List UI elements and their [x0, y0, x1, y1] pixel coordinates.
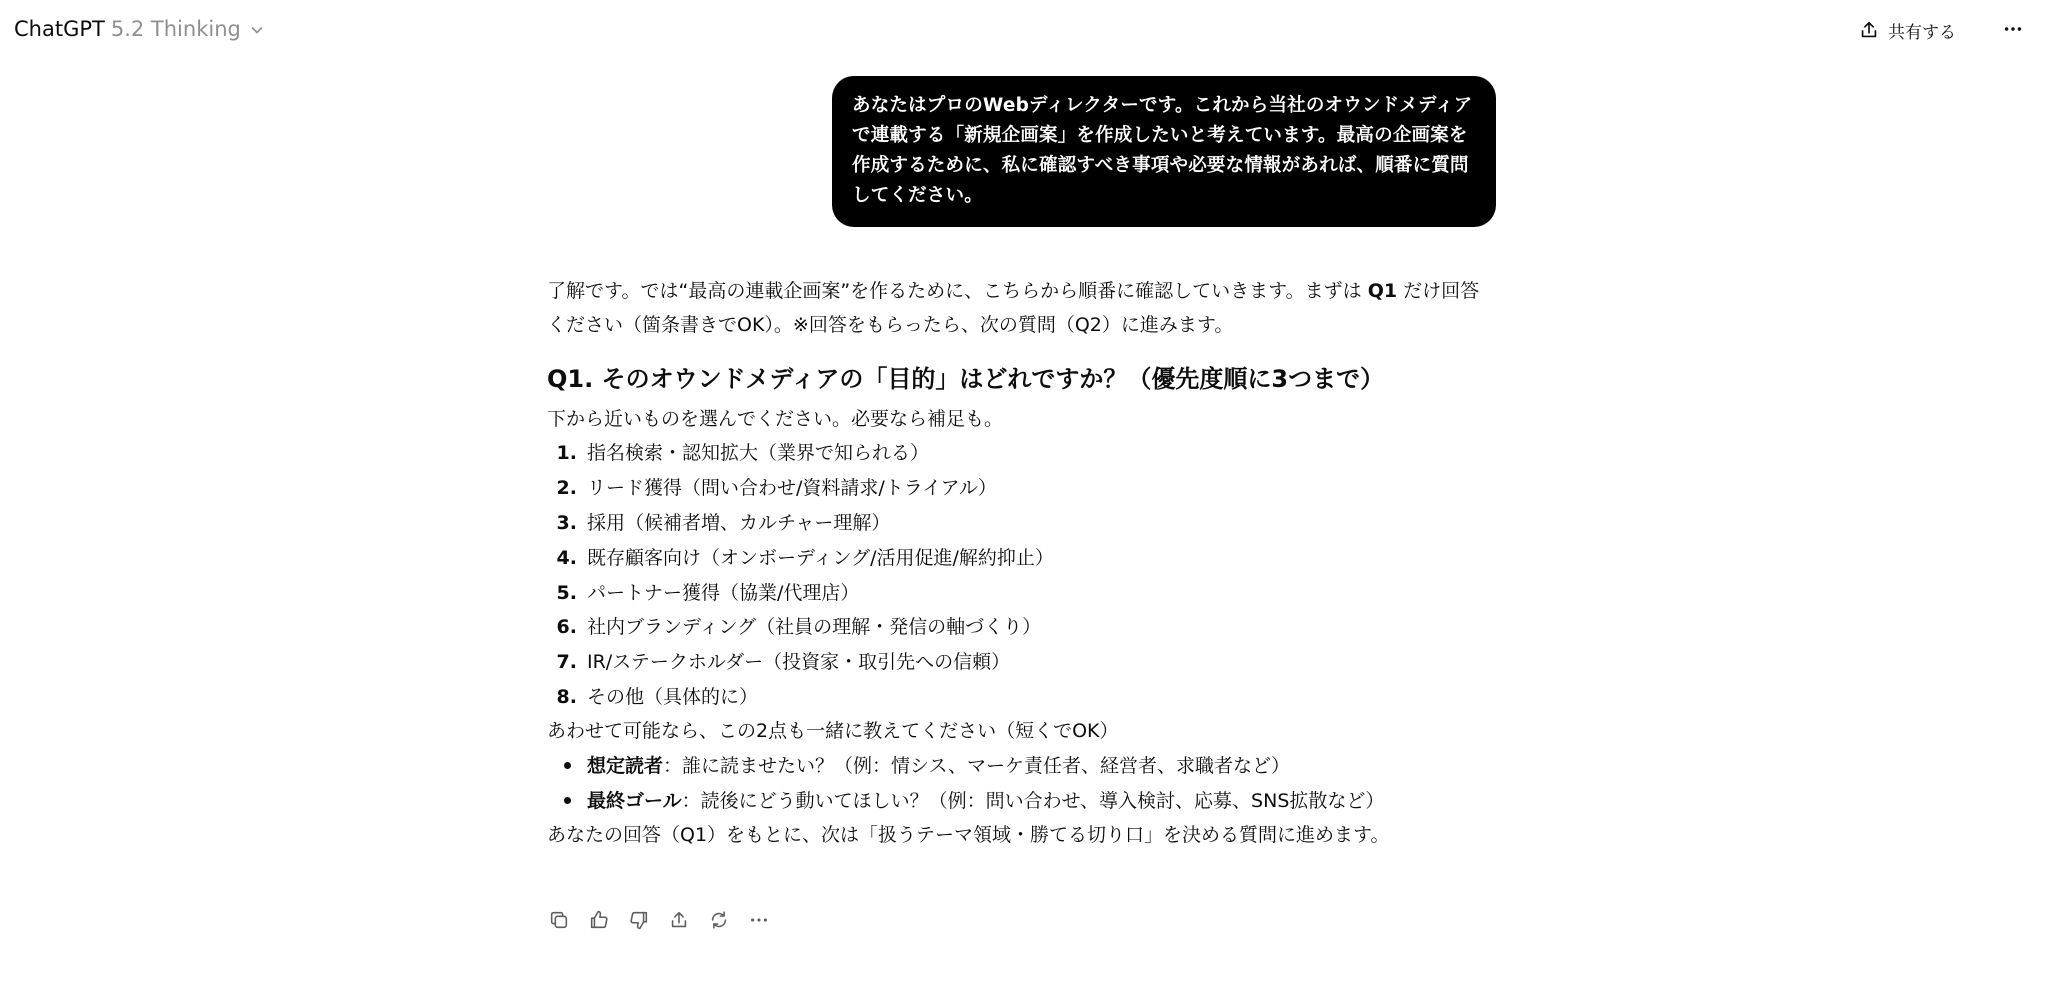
intro-bold: Q1 [1367, 280, 1398, 302]
thumbs-up-icon [588, 909, 610, 931]
list-text: 既存顧客向け（オンボーディング/活用促進/解約抑止） [587, 546, 1054, 569]
list-number: 5. [556, 581, 577, 604]
q1-heading: Q1. そのオウンドメディアの「目的」はどれですか？（優先度順に3つまで） [547, 365, 1385, 393]
list-number: 4. [556, 546, 577, 569]
top-bar [0, 0, 2048, 58]
assistant-intro [547, 274, 1497, 342]
list-number: 1. [556, 442, 577, 465]
thumbs-down-icon [628, 909, 650, 931]
model-version: 5.2 Thinking [110, 17, 241, 41]
share-icon [1858, 19, 1880, 41]
share-message-button[interactable] [665, 906, 693, 934]
intro-text-1: 了解です。では“最高の連載企画案”を作るために、こちらから順番に確認していきます。まずは [547, 280, 1368, 302]
model-selector[interactable] [14, 14, 265, 44]
bullet-label: 想定読者 [587, 754, 664, 777]
list-text: 指名検索・認知拡大（業界で知られる） [587, 442, 930, 465]
list-item [547, 575, 1497, 610]
user-message-text: あなたはプロのWebディレクターです。これから当社のオウンドメディアで連載する「新規企画案」を作成したいと考えています。最高の企画案を作成するために、私に確認すべき事項や必要な情報があれば、順番に質問してください。 [852, 95, 1473, 206]
share-icon [668, 909, 690, 931]
list-text: IR/ステークホルダー（投資家・取引先への信頼） [587, 651, 1011, 674]
bullet-text: ：誰に読ませたい？（例：情シス、マーケ責任者、経営者、求職者など） [663, 754, 1291, 777]
more-icon [748, 909, 770, 931]
message-actions [545, 906, 773, 934]
list-text: その他（具体的に） [587, 685, 759, 708]
assistant-message [547, 274, 1497, 852]
intro-text-2: だけ回答ください（箇条書きでOK）。※回答をもらったら、次の質問（Q2）に進みます。 [547, 280, 1480, 336]
list-number: 8. [556, 685, 577, 708]
list-number: 2. [556, 477, 577, 500]
list-item [547, 540, 1497, 575]
list-item [547, 610, 1497, 645]
choices-list [547, 436, 1497, 714]
bullet-dot [547, 762, 587, 769]
closing-text: あなたの回答（Q1）をもとに、次は「扱うテーマ領域・勝てる切り口」を決める質問に進めます。 [547, 824, 1390, 847]
regenerate-icon [708, 909, 730, 931]
list-item [547, 680, 1497, 715]
brand-name: ChatGPT [14, 17, 105, 41]
list-text: 社内ブランディング（社員の理解・発信の軸づくり） [587, 616, 1042, 639]
list-item [547, 645, 1497, 680]
bad-response-button[interactable] [625, 906, 653, 934]
bullet-list [547, 748, 1497, 818]
regenerate-button[interactable] [705, 906, 733, 934]
copy-button[interactable] [545, 906, 573, 934]
list-item [547, 471, 1497, 506]
more-icon [2002, 18, 2024, 40]
more-options-button[interactable] [1996, 12, 2030, 46]
bullet-label: 最終ゴール [587, 789, 682, 812]
share-button[interactable] [1858, 14, 1956, 46]
list-item [547, 748, 1497, 783]
list-text: 採用（候補者増、カルチャー理解） [587, 511, 891, 534]
list-number: 3. [556, 511, 577, 534]
list-item [547, 506, 1497, 541]
more-actions-button[interactable] [745, 906, 773, 934]
chevron-down-icon [249, 22, 265, 38]
list-item [547, 783, 1497, 818]
list-number: 6. [556, 616, 577, 639]
copy-icon [548, 909, 570, 931]
share-label: 共有する [1888, 22, 1956, 43]
bullet-dot [547, 797, 587, 804]
q1-subtext: 下から近いものを選んでください。必要なら補足も。 [547, 408, 1004, 430]
list-text: パートナー獲得（協業/代理店） [587, 581, 860, 604]
list-number: 7. [556, 651, 577, 674]
list-item [547, 436, 1497, 471]
user-message-bubble [832, 76, 1496, 227]
good-response-button[interactable] [585, 906, 613, 934]
additional-request: あわせて可能なら、この2点も一緒に教えてください（短くでOK） [547, 720, 1119, 743]
list-text: リード獲得（問い合わせ/資料請求/トライアル） [587, 477, 997, 500]
bullet-text: ：読後にどう動いてほしい？（例：問い合わせ、導入検討、応募、SNS拡散など） [681, 789, 1385, 812]
